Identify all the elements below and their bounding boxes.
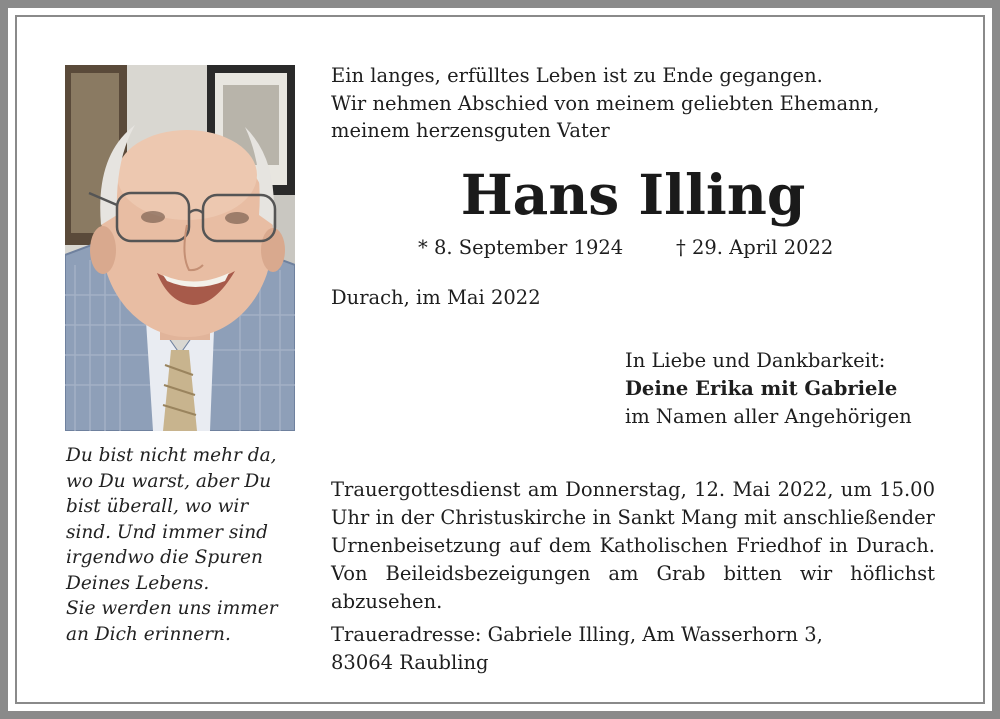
poem-line: Deines Lebens. bbox=[66, 572, 210, 594]
mourner-names: Deine Erika mit Gabriele bbox=[625, 377, 898, 400]
place-and-date: Durach, im Mai 2022 bbox=[331, 286, 541, 309]
poem-line: bist überall, wo wir bbox=[66, 496, 249, 517]
deceased-name: Hans Illing bbox=[460, 162, 806, 227]
intro-line-2: Wir nehmen Abschied von meinem geliebten Ehemann, bbox=[331, 91, 880, 115]
poem-line: Du bist nicht mehr da, bbox=[66, 445, 277, 466]
poem-line: irgendwo die Spuren bbox=[66, 547, 263, 568]
service-announcement: Trauergottesdienst am Donnerstag, 12. Mai 2022, um 15.00 Uhr in der Christuskirche in Sankt Mang mit anschließender Urnenbeisetzung auf dem Katholischen Friedhof in Durach. Von Beileidsbezeigungen am Grab bitten wir höflichst abzusehen. bbox=[331, 478, 935, 613]
portrait-photo bbox=[65, 65, 295, 431]
poem-line: sind. Und immer sind bbox=[66, 521, 269, 543]
poem-line: wo Du warst, aber Du bbox=[66, 470, 272, 492]
address-line-1: Traueradresse: Gabriele Illing, Am Wasserhorn 3, bbox=[331, 623, 823, 646]
signoff-block bbox=[625, 347, 945, 431]
birth-date: * 8. September 1924 bbox=[418, 236, 624, 259]
mourning-address bbox=[331, 621, 935, 677]
intro-text bbox=[331, 62, 951, 145]
intro-line-1: Ein langes, erfülltes Leben ist zu Ende gegangen. bbox=[331, 64, 823, 87]
death-date: † 29. April 2022 bbox=[676, 236, 834, 259]
intro-line-3: meinem herzensguten Vater bbox=[331, 119, 610, 142]
signoff-line-1: In Liebe und Dankbarkeit: bbox=[625, 349, 886, 372]
address-line-2: 83064 Raubling bbox=[331, 651, 489, 674]
poem-line: an Dich erinnern. bbox=[66, 623, 231, 645]
signoff-line-3: im Namen aller Angehörigen bbox=[625, 405, 912, 428]
poem-line: Sie werden uns immer bbox=[66, 598, 278, 619]
poem-text bbox=[66, 443, 306, 647]
